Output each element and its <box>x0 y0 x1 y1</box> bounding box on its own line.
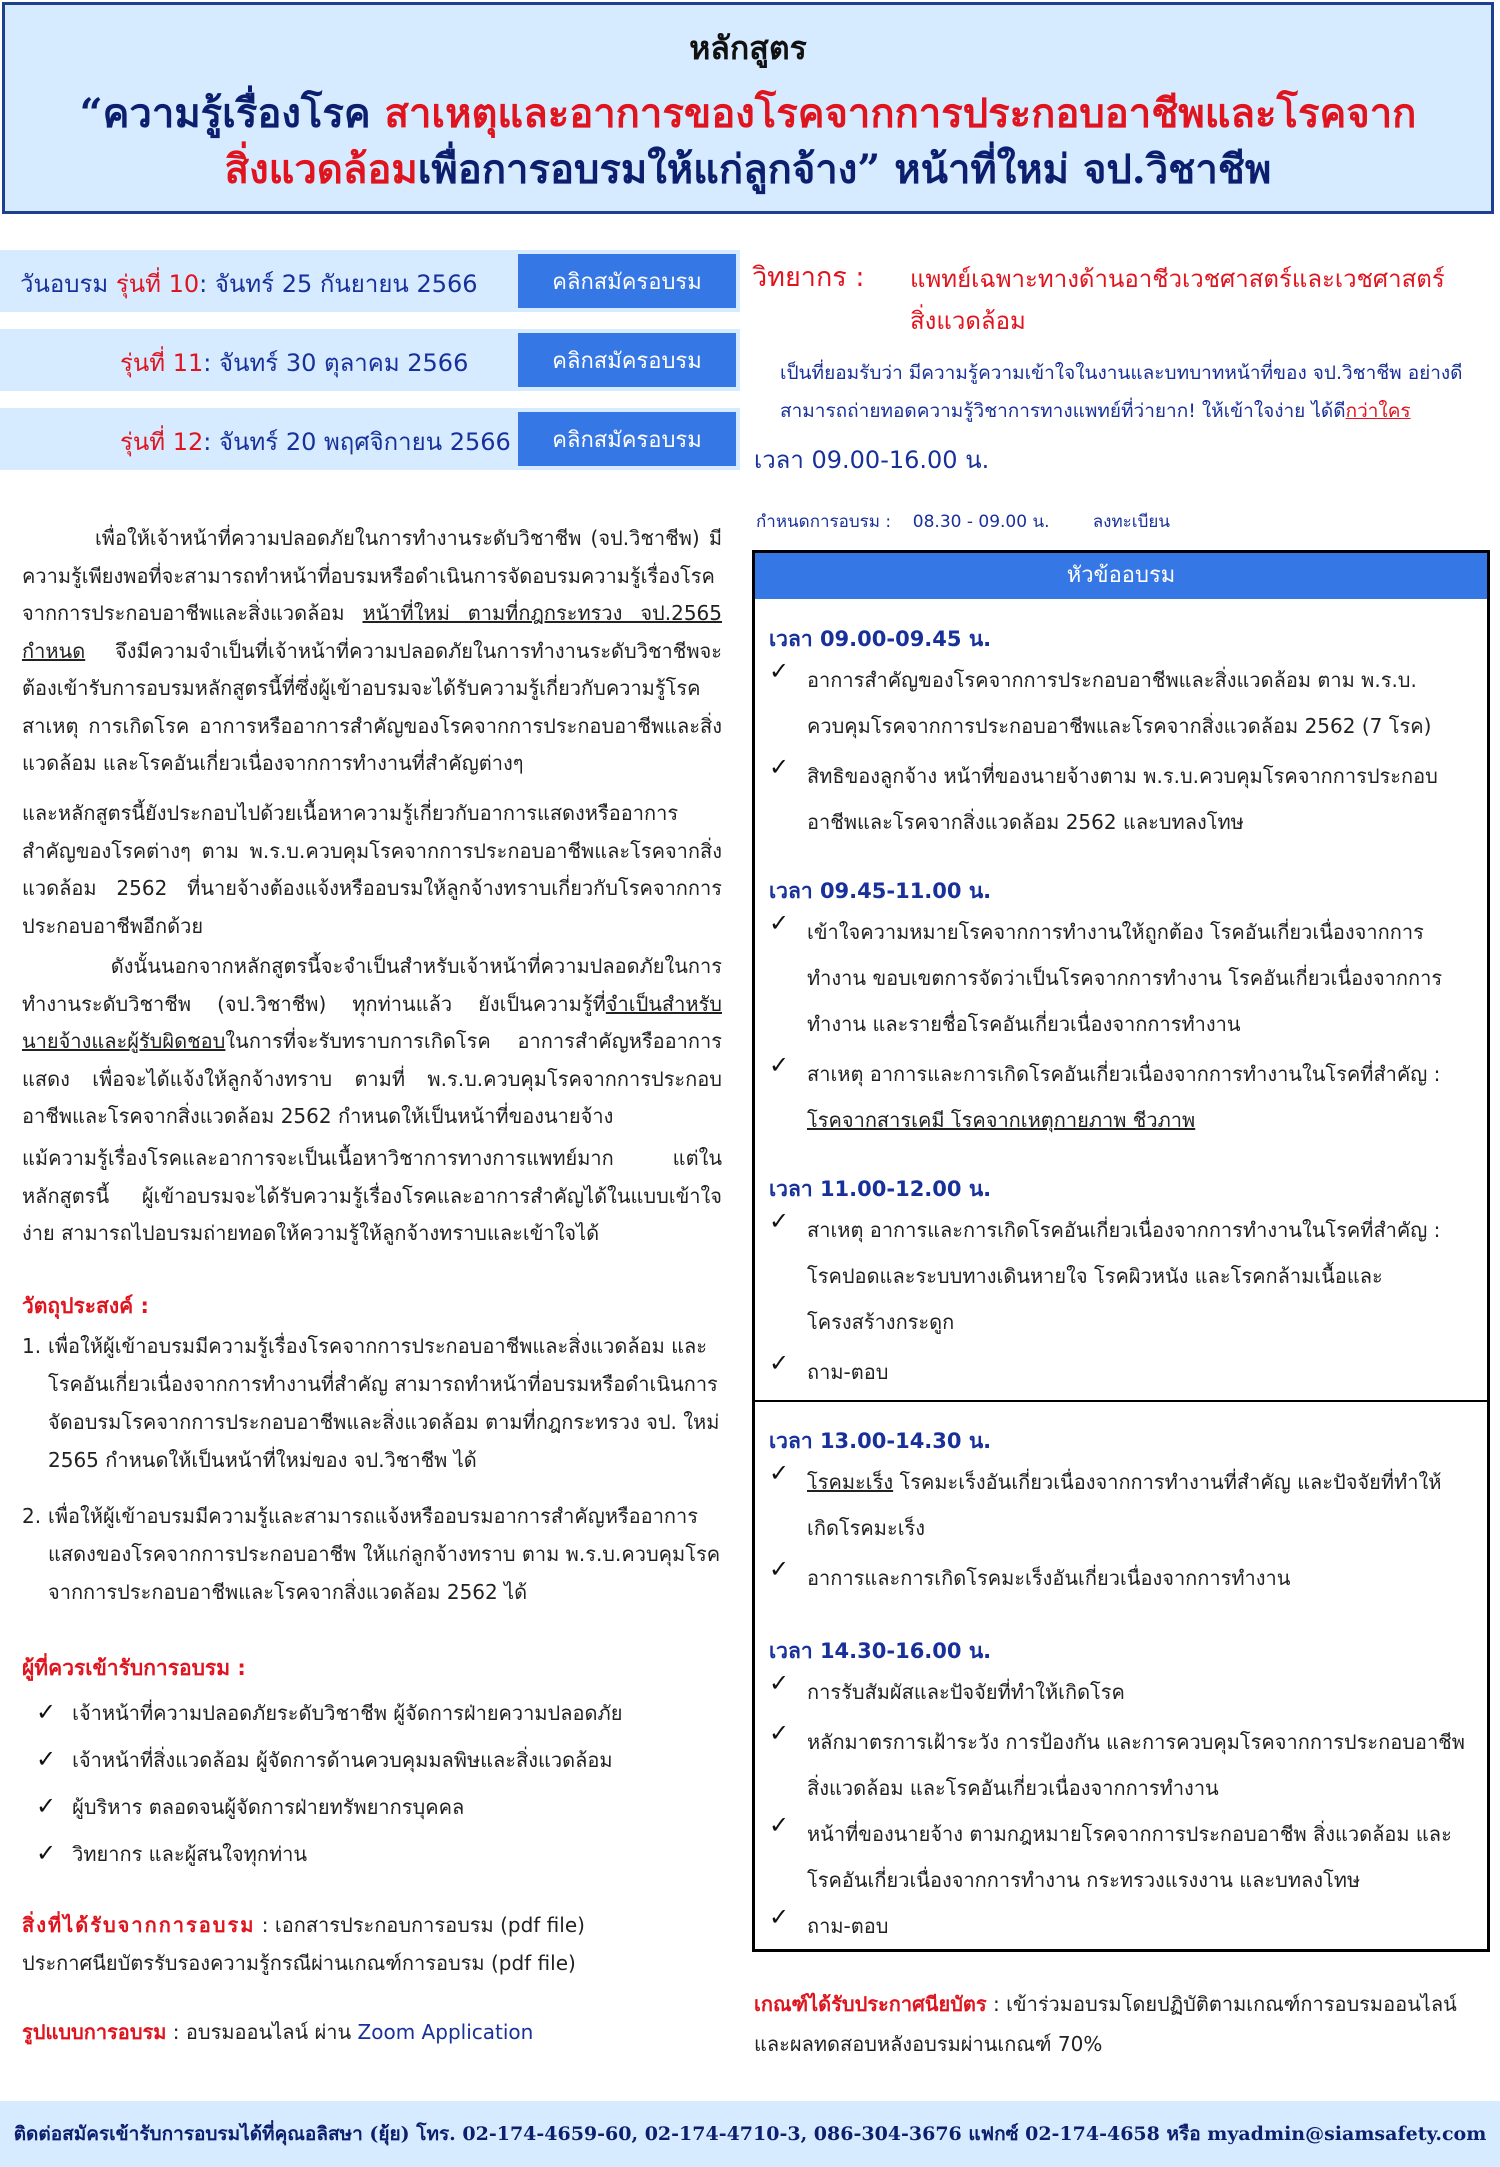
topic-item: ✓ สาเหตุ อาการและการเกิดโรคอันเกี่ยวเนื่องจากการทำงานในโรคที่สำคัญ : โรคปอดและระบบทางเดินหายใจ โรคผิวหนัง และโรคกล้ามเนื้อและโครงสร้างกระดูก <box>769 1207 1441 1334</box>
check-icon: ✓ <box>769 657 790 685</box>
topic-time: เวลา 14.30-16.00 น. <box>769 1639 992 1663</box>
topic-item: ✓ โรคมะเร็ง โรคมะเร็งอันเกี่ยวเนื่องจากการทำงานที่สำคัญ และปัจจัยที่ทำให้เกิดโรคมะเร็ง <box>769 1459 1442 1540</box>
topic-item: ✓ ถาม-ตอบ <box>769 1903 889 1938</box>
check-icon: ✓ <box>769 1669 790 1697</box>
training-date-text: รุ่นที่ 12: จันทร์ 20 พฤศจิกายน 2566 <box>120 428 511 456</box>
check-icon: ✓ <box>769 753 790 781</box>
intro-paragraph: เพื่อให้เจ้าหน้าที่ความปลอดภัยในการทำงานระดับวิชาชีพ (จป.วิชาชีพ) มีความรู้เพียงพอที่จะสามารถทำหน้าที่อบรมหรือดำเนินการจัดอบรมความรู้เรื่องโรคจากการประกอบอาชีพและสิ่งแวดล้อม หน้าที่ใหม่ ตามที่กฎกระทรวง จป.2565 กำหนด จึงมีความจำเป็นที่เจ้าหน้าที่ความปลอดภัยในการทำงานระดับวิชาชีพจะต้องเข้ารับการอบรมหลักสูตรนี้ที่ซึ่งผู้เข้าอบรมจะได้รับความรู้เกี่ยวกับความรู้โรค สาเหตุ การเกิดโรค อาการหรืออาการสำคัญของโรคจากการประกอบอาชีพและสิ่งแวดล้อม และโรคอันเกี่ยวเนื่องจากการทำงานที่สำคัญต่างๆ <box>22 526 722 775</box>
training-benefits: สิ่งที่ได้รับจากการอบรม : เอกสารประกอบการอบรม (pdf file) ประกาศนียบัตรรับรองความรู้กรณีผ่านเกณฑ์การอบรม (pdf file) <box>22 1913 585 1975</box>
register-button[interactable]: คลิกสมัครอบรม <box>518 412 736 466</box>
topics-header: หัวข้ออบรม <box>755 553 1487 599</box>
check-icon: ✓ <box>769 1719 790 1747</box>
registration-schedule: กำหนดการอบรม : 08.30 - 09.00 น. ลงทะเบียน <box>756 512 1170 532</box>
check-icon: ✓ <box>36 1745 57 1773</box>
training-date-row <box>0 408 740 470</box>
objective-item: 1. เพื่อให้ผู้เข้าอบรมมีความรู้เรื่องโรคจากการประกอบอาชีพและสิ่งแวดล้อม และโรคอันเกี่ยวเนื่องจากการทำงานที่สำคัญ สามารถทำหน้าที่อบรมหรือดำเนินการจัดอบรมโรคจากการประกอบอาชีพและสิ่งแวดล้อม ตามที่กฎกระทรวง จป. ใหม่ 2565 กำหนดให้เป็นหน้าที่ใหม่ของ จป.วิชาชีพ ได้ <box>22 1334 720 1472</box>
who-item: ✓ วิทยากร และผู้สนใจทุกท่าน <box>36 1839 308 1867</box>
objective-item: 2. เพื่อให้ผู้เข้าอบรมมีความรู้และสามารถแจ้งหรืออบรมอาการสำคัญหรืออาการแสดงของโรคจากการประกอบอาชีพ ให้แก่ลูกจ้างทราบ ตาม พ.ร.บ.ควบคุมโรคจากการประกอบอาชีพและโรคจากสิ่งแวดล้อม 2562 ได้ <box>22 1504 721 1604</box>
check-icon: ✓ <box>36 1698 57 1726</box>
lecturer-link: กว่าใคร <box>1345 400 1411 422</box>
topic-item: ✓ หลักมาตรการเฝ้าระวัง การป้องกัน และการควบคุมโรคจากการประกอบอาชีพ สิ่งแวดล้อม และโรคอันเกี่ยวเนื่องจากการทำงาน <box>769 1719 1465 1800</box>
course-title-part: สิ่งแวดล้อม <box>224 146 418 193</box>
course-label: หลักสูตร <box>689 29 807 67</box>
course-title-part: เพื่อการอบรมให้แก่ลูกจ้าง” หน้าที่ใหม่ จป.วิชาชีพ <box>417 146 1272 193</box>
intro-paragraph: และหลักสูตรนี้ยังประกอบไปด้วยเนื้อหาความรู้เกี่ยวกับอาการแสดงหรืออาการสำคัญของโรคต่างๆ ตาม พ.ร.บ.ควบคุมโรคจากการประกอบอาชีพและโรคจากสิ่งแวดล้อม 2562 ที่นายจ้างต้องแจ้งหรืออบรมให้ลูกจ้างทราบเกี่ยวกับโรคจากการประกอบอาชีพอีกด้วย <box>22 801 722 938</box>
check-icon: ✓ <box>36 1839 57 1867</box>
training-date-row <box>0 250 740 312</box>
topic-item: ✓ อาการสำคัญของโรคจากการประกอบอาชีพและสิ่งแวดล้อม ตาม พ.ร.บ. ควบคุมโรคจากการประกอบอาชีพและโรคจากสิ่งแวดล้อม 2562 (7 โรค) <box>769 657 1432 738</box>
objectives-title: วัตถุประสงค์ : <box>22 1294 149 1318</box>
who-item: ✓ ผู้บริหาร ตลอดจนผู้จัดการฝ่ายทรัพยากรบุคคล <box>36 1792 465 1820</box>
intro-paragraph: แม้ความรู้เรื่องโรคและอาการจะเป็นเนื้อหาวิชาการทางการแพทย์มาก แต่ในหลักสูตรนี้ ผู้เข้าอบรมจะได้รับความรู้เรื่องโรคและอาการสำคัญได้ในแบบเข้าใจง่าย สามารถไปอบรมถ่ายทอดให้ความรู้ให้ลูกจ้างทราบและเข้าใจได้ <box>22 1146 722 1245</box>
check-icon: ✓ <box>769 909 790 937</box>
topic-time: เวลา 09.00-09.45 น. <box>769 627 992 651</box>
lecturer-value: แพทย์เฉพาะทางด้านอาชีวเวชศาสตร์และเวชศาสตร์สิ่งแวดล้อม <box>910 265 1445 335</box>
check-icon: ✓ <box>769 1903 790 1931</box>
lecturer-label: วิทยากร : <box>752 262 865 293</box>
topic-item: ✓ การรับสัมผัสและปัจจัยที่ทำให้เกิดโรค <box>769 1669 1125 1704</box>
course-title <box>5 86 1491 198</box>
topic-time: เวลา 11.00-12.00 น. <box>769 1177 992 1201</box>
training-date-row <box>0 329 740 391</box>
topic-item: ✓ สาเหตุ อาการและการเกิดโรคอันเกี่ยวเนื่องจากการทำงานในโรคที่สำคัญ : โรคจากสารเคมี โรคจากเหตุกายภาพ ชีวภาพ <box>769 1051 1441 1132</box>
topic-time: เวลา 09.45-11.00 น. <box>769 879 992 903</box>
lecturer-acknowledgement: เป็นที่ยอมรับว่า มีความรู้ความเข้าใจในงานและบทบาทหน้าที่ของ จป.วิชาชีพ อย่างดี สามารถถ่ายทอดความรู้วิชาการทางแพทย์ที่ว่ายาก! ให้เข้าใจง่าย ได้ดีกว่าใคร <box>780 362 1463 422</box>
check-icon: ✓ <box>769 1207 790 1235</box>
topic-item: ✓ เข้าใจความหมายโรคจากการทำงานให้ถูกต้อง โรคอันเกี่ยวเนื่องจากการทำงาน ขอบเขตการจัดว่าเป็นโรคจากการทำงาน โรคอันเกี่ยวเนื่องจากการทำงาน และรายชื่อโรคอันเกี่ยวเนื่องจากการทำงาน <box>769 909 1443 1036</box>
check-icon: ✓ <box>769 1051 790 1079</box>
register-button[interactable]: คลิกสมัครอบรม <box>518 333 736 387</box>
training-date-text: รุ่นที่ 11: จันทร์ 30 ตุลาคม 2566 <box>120 349 469 377</box>
certificate-criteria: เกณฑ์ได้รับประกาศนียบัตร : เข้าร่วมอบรมโดยปฏิบัติตามเกณฑ์การอบรมออนไลน์และผลทดสอบหลังอบรมผ่านเกณฑ์ 70% <box>754 1992 1457 2056</box>
course-title-part: “ความรู้เรื่องโรค <box>79 90 385 137</box>
course-title-part: สาเหตุและอาการของโรคจากการประกอบอาชีพและโรคจาก <box>384 90 1417 137</box>
training-format: รูปแบบการอบรม : อบรมออนไลน์ ผ่าน Zoom Application <box>22 2020 534 2044</box>
check-icon: ✓ <box>769 1555 790 1583</box>
intro-paragraph: ดังนั้นนอกจากหลักสูตรนี้จะจำเป็นสำหรับเจ้าหน้าที่ความปลอดภัยในการทำงานระดับวิชาชีพ (จป.วิชาชีพ) ทุกท่านแล้ว ยังเป็นความรู้ที่จำเป็นสำหรับนายจ้างและผู้รับผิดชอบในการที่จะรับทราบการเกิดโรค อาการสำคัญหรืออาการแสดง เพื่อจะได้แจ้งให้ลูกจ้างทราบ ตามที่ พ.ร.บ.ควบคุมโรคจากการประกอบอาชีพและโรคจากสิ่งแวดล้อม 2562 กำหนดให้เป็นหน้าที่ของนายจ้าง <box>22 954 722 1128</box>
check-icon: ✓ <box>769 1459 790 1487</box>
who-item: ✓ เจ้าหน้าที่ความปลอดภัยระดับวิชาชีพ ผู้จัดการฝ่ายความปลอดภัย <box>36 1698 623 1726</box>
training-date-text: วันอบรม รุ่นที่ 10: จันทร์ 25 กันยายน 2566 <box>20 270 478 298</box>
topic-item: ✓ หน้าที่ของนายจ้าง ตามกฎหมายโรคจากการประกอบอาชีพ สิ่งแวดล้อม และโรคอันเกี่ยวเนื่องจากการทำงาน กระทรวงแรงงาน และบทลงโทษ <box>769 1811 1452 1892</box>
contact-footer: ติดต่อสมัครเข้ารับการอบรมได้ที่คุณอลิสษา (ยุ้ย) โทร. 02-174-4659-60, 02-174-4710-3, 086-304-3676 แฟกซ์ 02-174-4658 หรือ myadmin@siamsafety.com <box>0 2101 1500 2167</box>
who-item: ✓ เจ้าหน้าที่สิ่งแวดล้อม ผู้จัดการด้านควบคุมมลพิษและสิ่งแวดล้อม <box>36 1745 613 1773</box>
check-icon: ✓ <box>769 1349 790 1377</box>
who-title: ผู้ที่ควรเข้ารับการอบรม : <box>22 1656 246 1680</box>
training-time: เวลา 09.00-16.00 น. <box>754 446 990 474</box>
topics-box <box>752 550 1490 1952</box>
lunch-divider <box>755 1400 1487 1402</box>
register-button[interactable]: คลิกสมัครอบรม <box>518 254 736 308</box>
course-header <box>2 2 1494 214</box>
topic-time: เวลา 13.00-14.30 น. <box>769 1429 992 1453</box>
check-icon: ✓ <box>769 1811 790 1839</box>
topic-item: ✓ สิทธิของลูกจ้าง หน้าที่ของนายจ้างตาม พ.ร.บ.ควบคุมโรคจากการประกอบอาชีพและโรคจากสิ่งแวดล้อม 2562 และบทลงโทษ <box>769 753 1438 834</box>
topic-item: ✓ ถาม-ตอบ <box>769 1349 889 1384</box>
check-icon: ✓ <box>36 1792 57 1820</box>
topic-item: ✓ อาการและการเกิดโรคมะเร็งอันเกี่ยวเนื่องจากการทำงาน <box>769 1555 1291 1590</box>
